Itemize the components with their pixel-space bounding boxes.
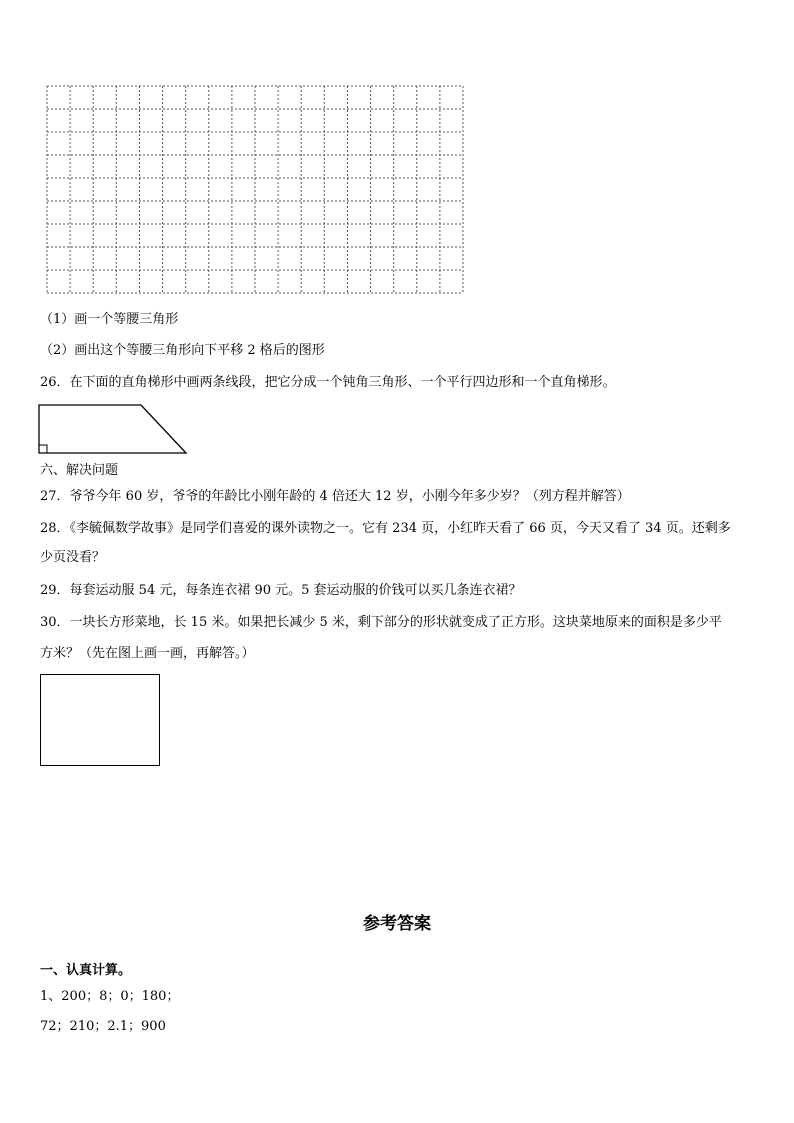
q25-part2: （2）画出这个等腰三角形向下平移 2 格后的图形 [40,343,325,358]
q28-line2: 少页没看？ [40,550,106,565]
q30-line1: 30．一块长方形菜地，长 15 米。如果把长减少 5 米，剩下部分的形状就变成了正方形。这块菜地原来的面积是多少平 [40,615,722,630]
square-drawing-box [40,674,160,766]
q25-part1: （1）画一个等腰三角形 [40,312,179,327]
answer-line-2: 72；210；2.1；900 [40,1019,166,1034]
right-trapezoid-figure [38,404,190,456]
dotted-grid [46,85,464,295]
q26-text: 26．在下面的直角梯形中画两条线段，把它分成一个钝角三角形、一个平行四边形和一个直角梯形。 [40,375,616,390]
answer-section-1: 一、认真计算。 [40,963,132,978]
q30-line2: 方米？（先在图上画一画，再解答。） [40,646,255,661]
right-angle-mark [39,445,47,453]
answer-line-1: 1、200；8；0；180； [40,989,180,1004]
q27-text: 27．爷爷今年 60 岁，爷爷的年龄比小刚年龄的 4 倍还大 12 岁，小刚今年多少岁？（列方程并解答） [40,489,630,504]
section-6-heading: 六、解决问题 [40,463,119,478]
q29-text: 29．每套运动服 54 元，每条连衣裙 90 元。5 套运动服的价钱可以买几条连衣裙？ [40,583,522,598]
trapezoid-shape [39,405,186,453]
q28-line1: 28．《李毓佩数学故事》是同学们喜爱的课外读物之一。它有 234 页，小红昨天看了 66 页，今天又看了 34 页。还剩多 [40,521,731,536]
answer-key-title: 参考答案 [363,914,431,934]
